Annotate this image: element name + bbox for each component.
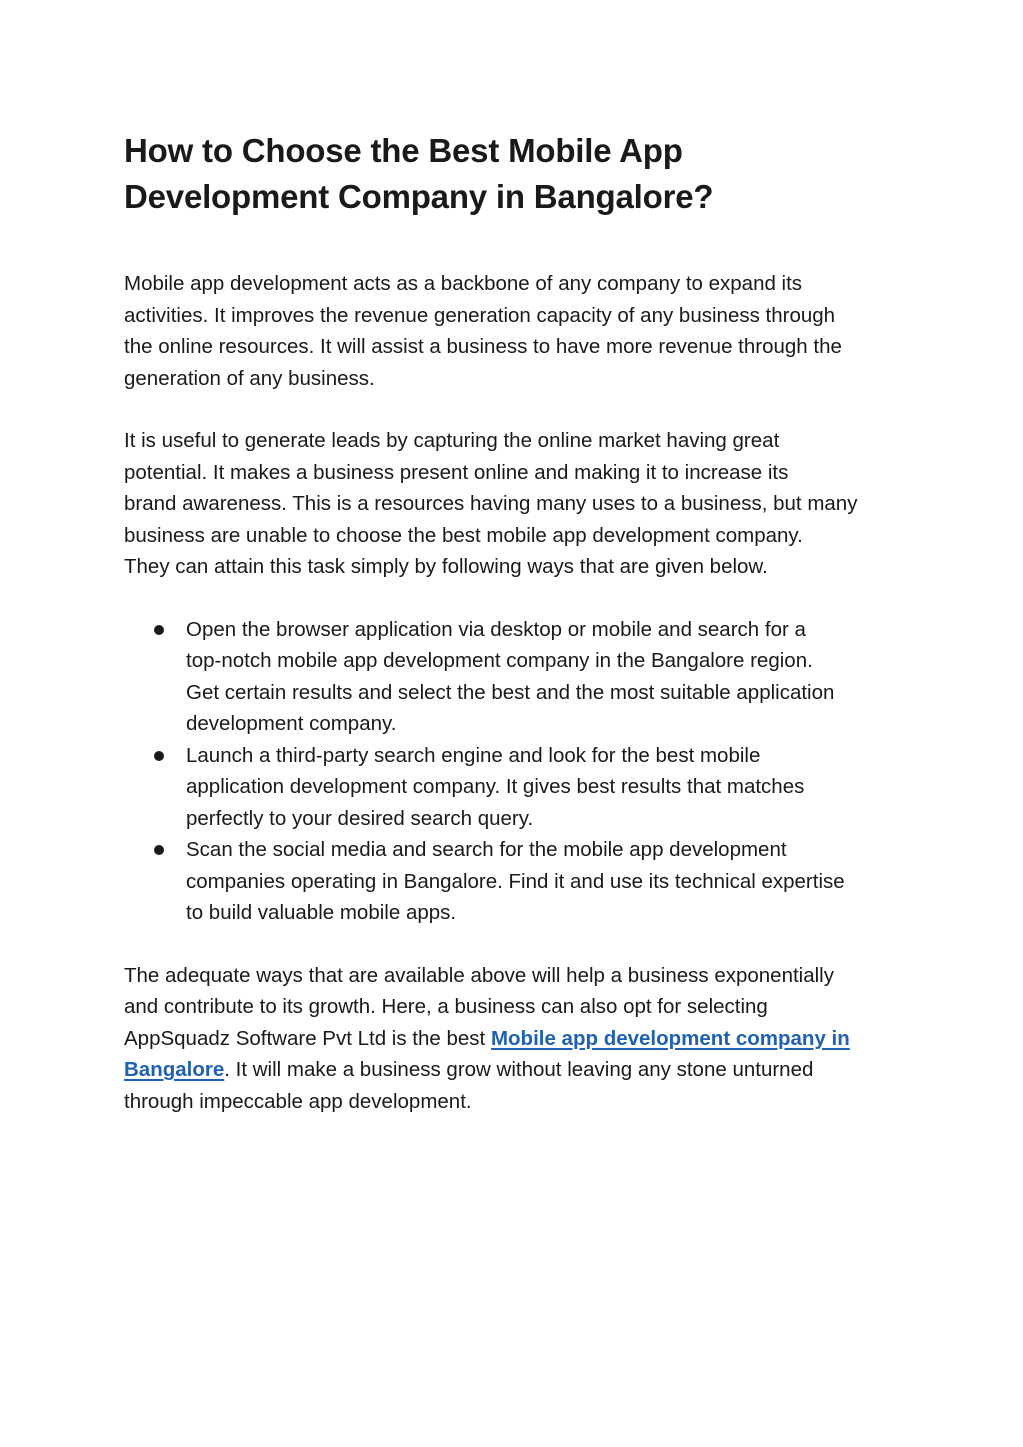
text-line: activities. It improves the revenue generation capacity of any business through	[124, 303, 836, 327]
text-line: Launch a third-party search engine and look for the best mobile	[186, 743, 761, 767]
list-item	[124, 614, 924, 740]
document-title	[124, 128, 924, 220]
title-line: How to Choose the Best Mobile App	[124, 132, 683, 169]
text-line: development company.	[186, 712, 397, 735]
text-line	[124, 1054, 924, 1086]
bullet-icon	[154, 845, 164, 855]
text-line: the online resources. It will assist a business to have more revenue through the	[124, 335, 842, 358]
bullet-icon	[154, 625, 164, 635]
bullet-list	[124, 614, 924, 929]
text-line: business are unable to choose the best mobile app development company.	[124, 523, 803, 547]
text-line: Scan the social media and search for the mobile app development	[186, 838, 787, 861]
text-line: companies operating in Bangalore. Find it and use its technical expertise	[186, 869, 845, 893]
text-line: top-notch mobile app development company in the Bangalore region.	[186, 649, 813, 672]
bullet-icon	[154, 751, 164, 761]
text-line: potential. It makes a business present online and making it to increase its	[124, 460, 789, 484]
list-item	[124, 740, 924, 835]
paragraph-intro	[124, 268, 924, 394]
text-fragment: . It will make a business grow without leaving any stone unturned	[224, 1058, 814, 1081]
text-line	[124, 1023, 924, 1055]
text-line: brand awareness. This is a resources having many uses to a business, but many	[124, 492, 858, 515]
text-fragment: AppSquadz Software Pvt Ltd is the best	[124, 1026, 491, 1050]
text-line: Mobile app development acts as a backbone of any company to expand its	[124, 272, 803, 295]
text-line: generation of any business.	[124, 366, 375, 390]
text-line: The adequate ways that are available above will help a business exponentially	[124, 963, 834, 987]
text-line: They can attain this task simply by following ways that are given below.	[124, 555, 768, 578]
list-item	[124, 834, 924, 929]
text-line: and contribute to its growth. Here, a business can also opt for selecting	[124, 995, 768, 1018]
list-item-text	[186, 834, 924, 929]
text-line: through impeccable app development.	[124, 1089, 472, 1113]
paragraph-leads	[124, 425, 924, 583]
list-item-text	[186, 614, 924, 740]
company-link[interactable]: Mobile app development company in	[490, 1026, 850, 1050]
text-line: Open the browser application via desktop or mobile and search for a	[186, 617, 806, 641]
company-link-continued[interactable]: Bangalore	[124, 1058, 225, 1081]
text-line: perfectly to your desired search query.	[186, 806, 534, 830]
paragraph-conclusion	[124, 960, 924, 1118]
title-line: Development Company in Bangalore?	[124, 178, 714, 215]
text-line: Get certain results and select the best and the most suitable application	[186, 680, 835, 704]
list-item-text	[186, 740, 924, 835]
text-line: It is useful to generate leads by capturing the online market having great	[124, 429, 780, 452]
text-line: application development company. It gives best results that matches	[186, 775, 805, 798]
document-page	[124, 128, 924, 1117]
text-line: to build valuable mobile apps.	[186, 901, 457, 924]
